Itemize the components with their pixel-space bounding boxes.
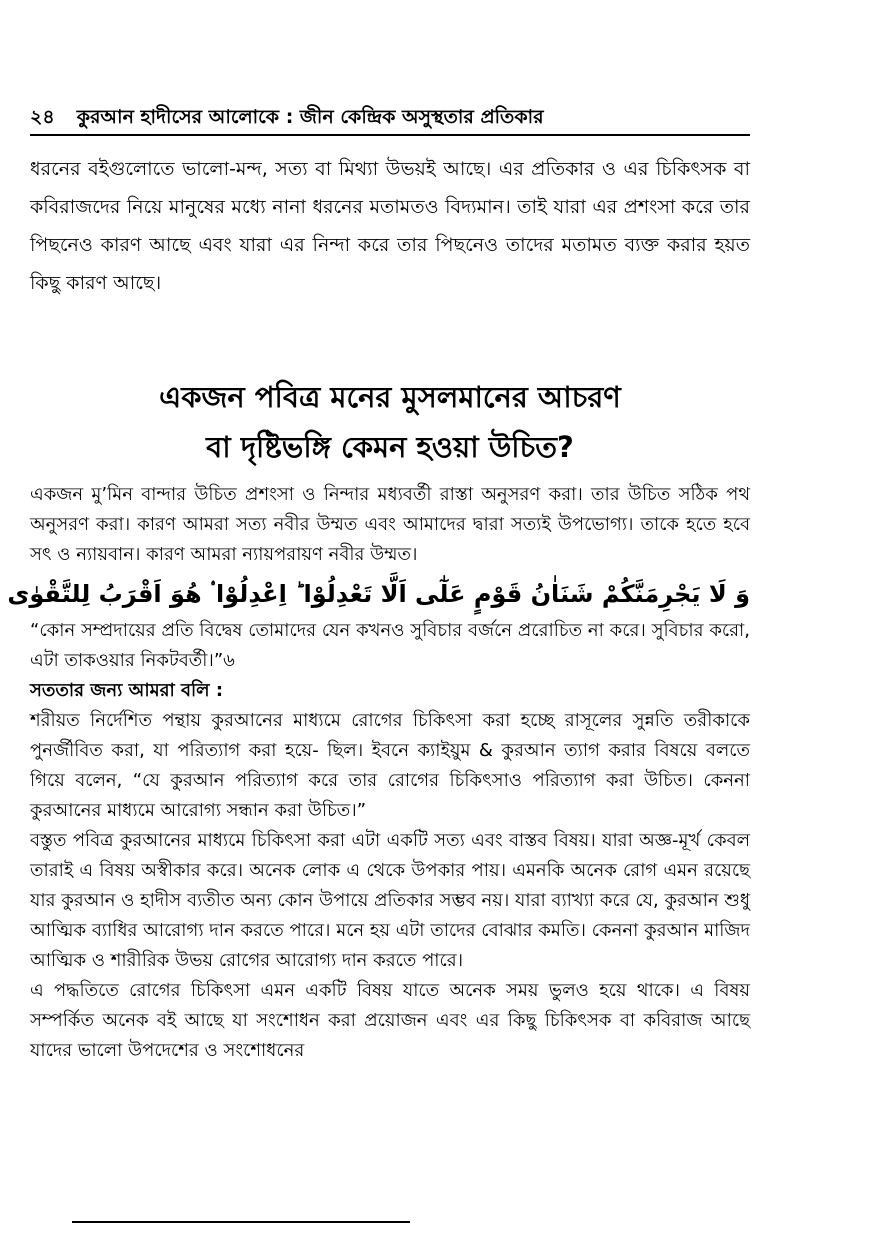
section-title-line-2: বা দৃষ্টিভঙ্গি কেমন হওয়া উচিত? [206, 430, 574, 464]
page-number: ২৪ [30, 106, 55, 128]
paragraph-3: বস্তুত পবিত্র কুরআনের মাধ্যমে চিকিৎসা করা এটা একটি সত্য এবং বাস্তব বিষয়। যারা অজ্ঞ-মূর্খ কেবল তারাই এ বিষয় অস্বীকার করে। অনেক লোক এ থেকে উপকার পায়। এমনকি অনেক রোগ এমন রয়েছে যার কুরআন ও হাদীস ব্যতীত অন্য কোন উপায়ে প্রতিকার সম্ভব নয়। যারা ব্যাখ্যা করে যে, কুরআন শুধু আত্মিক ব্যাধির আরোগ্য দান করতে পারে। মনে হয় এটা তাদের বোঝার কমতি। কেননা কুরআন মাজিদ আত্মিক ও শারীরিক উভয় রোগের আরোগ্য দান করতে পারে। [30, 830, 750, 971]
arabic-verse: وَ لَا يَجْرِمَنَّكُمْ شَنَاٰنُ قَوْمٍ عَلٰٓى اَلَّا تَعْدِلُوْا ؕ اِعْدِلُوْا ۟ هُوَ اَقْرَبُ لِلتَّقْوٰى [7, 580, 750, 608]
paragraph-4: এ পদ্ধতিতে রোগের চিকিৎসা এমন একটি বিষয় যাতে অনেক সময় ভুলও হয়ে থাকে। এ বিষয় সম্পর্কিত অনেক বই আছে যা সংশোধন করা প্রয়োজন এবং এর কিছু চিকিৎসক বা কবিরাজ আছে যাদের ভালো উপদেশের ও সংশোধনের [30, 980, 750, 1061]
footnote-divider [72, 1221, 410, 1223]
subheading: সততার জন্য আমরা বলি : [30, 680, 224, 701]
verse-translation: “কোন সম্প্রদায়ের প্রতি বিদ্বেষ তোমাদের যেন কখনও সুবিচার বর্জনে প্ররোচিত না করে। সুবিচার করো, এটা তাকওয়ার নিকটবর্তী।”৬ [30, 620, 750, 671]
running-title: কুরআন হাদীসের আলোকে : জীন কেন্দ্রিক অসুস্থতার প্রতিকার [76, 106, 544, 128]
running-header [30, 104, 750, 136]
body-text [7, 480, 750, 1066]
section-title [30, 372, 750, 472]
paragraph-2: শরীয়ত নির্দেশিত পন্থায় কুরআনের মাধ্যমে রোগের চিকিৎসা করা হচ্ছে রাসূলের সুন্নতি তরীকাকে পুনর্জীবিত করা, যা পরিত্যাগ করা হয়ে- ছিল। ইবনে ক্যাইয়ুম & কুরআন ত্যাগ করার বিষয়ে বলতে গিয়ে বলেন, “যে কুরআন পরিত্যাগ করে তার রোগের চিকিৎসাও পরিত্যাগ করা উচিত। কেননা কুরআনের মাধ্যমে আরোগ্য সন্ধান করা উচিত।” [30, 710, 750, 821]
intro-paragraph: ধরনের বইগুলোতে ভালো-মন্দ, সত্য বা মিথ্যা উভয়ই আছে। এর প্রতিকার ও এর চিকিৎসক বা কবিরাজদের নিয়ে মানুষের মধ্যে নানা ধরনের মতামতও বিদ্যমান। তাই যারা এর প্রশংসা করে তার পিছনেও কারণ আছে এবং যারা এর নিন্দা করে তার পিছনেও তাদের মতামত ব্যক্ত করার হয়ত কিছু কারণ আছে। [30, 158, 750, 294]
section-title-line-1: একজন পবিত্র মনের মুসলমানের আচরণ [159, 380, 621, 414]
paragraph-1: একজন মু’মিন বান্দার উচিত প্রশংসা ও নিন্দার মধ্যবর্তী রাস্তা অনুসরণ করা। তার উচিত সঠিক পথ অনুসরণ করা। কারণ আমরা সত্য নবীর উম্মত এবং আমাদের দ্বারা সত্যই উপভোগ্য। তাকে হতে হবে সৎ ও ন্যায়বান। কারণ আমরা ন্যায়পরায়ণ নবীর উম্মত। [30, 484, 750, 565]
